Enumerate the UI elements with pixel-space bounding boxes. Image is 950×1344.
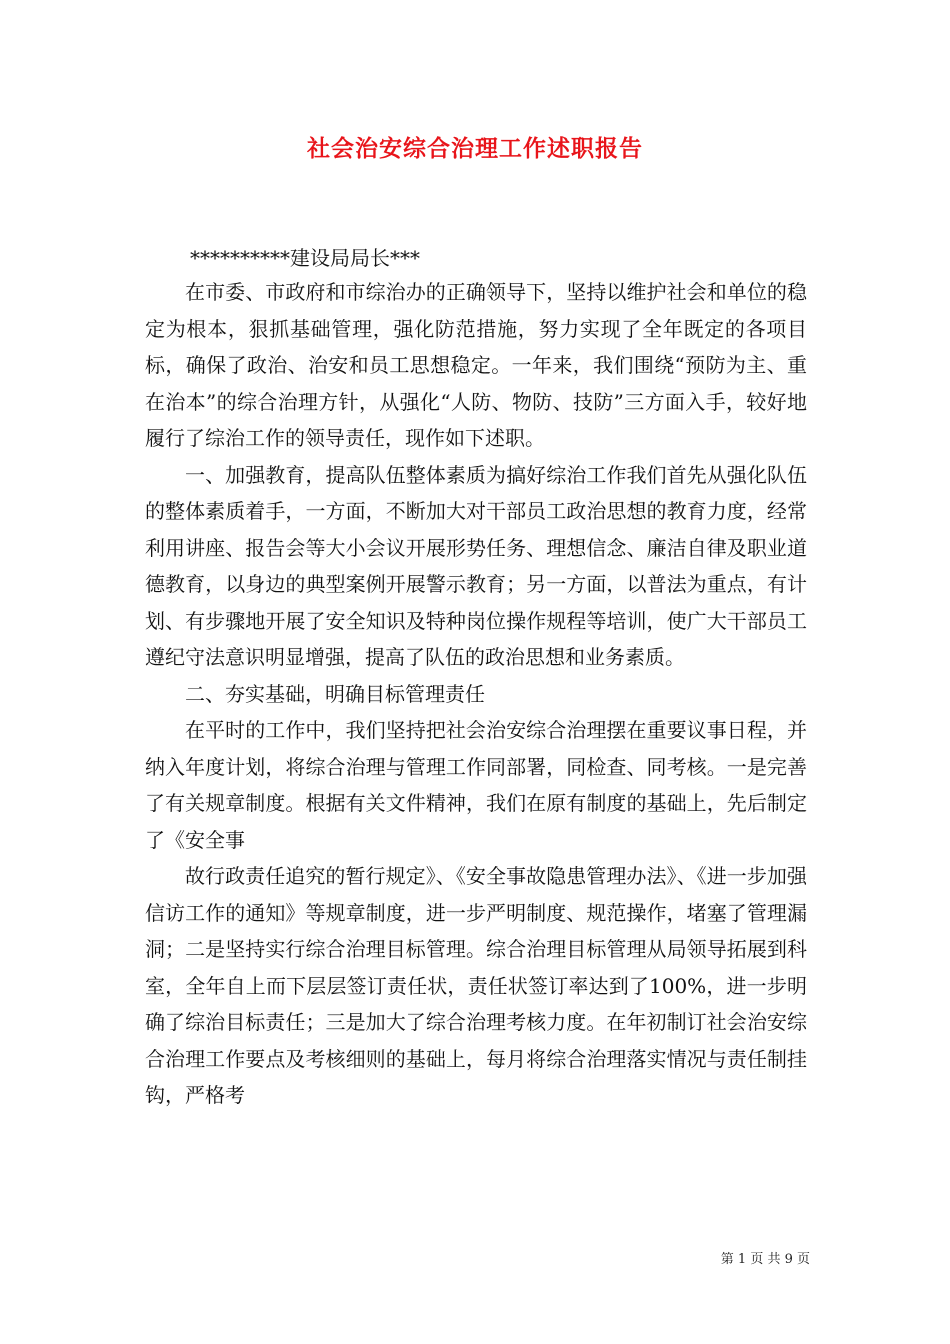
author-line: **********建设局局长*** [190, 246, 420, 270]
paragraph-intro: 在市委、市政府和市综治办的正确领导下，坚持以维护社会和单位的稳定为根本，狠抓基础管理，强化防范措施，努力实现了全年既定的各项目标，确保了政治、治安和员工思想稳定。一年来，我们围绕“预防为主、重在治本”的综合治理方针，从强化“人防、物防、技防”三方面入手，较好地履行了综治工作的领导责任，现作如下述职。 [145, 280, 807, 450]
page-number-footer: 第 1 页 共 9 页 [720, 1252, 810, 1267]
paragraph-section-1: 一、加强教育，提高队伍整体素质为搞好综治工作我们首先从强化队伍的整体素质着手，一方面，不断加大对干部员工政治思想的教育力度，经常利用讲座、报告会等大小会议开展形势任务、理想信念、廉洁自律及职业道德教育，以身边的典型案例开展警示教育；另一方面，以普法为重点，有计划、有步骤地开展了安全知识及特种岗位操作规程等培训，使广大干部员工遵纪守法意识明显增强，提高了队伍的政治思想和业务素质。 [145, 462, 807, 669]
document-title: 社会治安综合治理工作述职报告 [307, 135, 643, 162]
document-body [145, 274, 807, 1114]
paragraph-section-2a: 在平时的工作中，我们坚持把社会治安综合治理摆在重要议事日程，并纳入年度计划，将综合治理与管理工作同部署，同检查、同考核。一是完善了有关规章制度。根据有关文件精神，我们在原有制度的基础上，先后制定了《安全事 [145, 718, 807, 852]
paragraph-section-2b: 故行政责任追究的暂行规定》、《安全事故隐患管理办法》、《进一步加强信访工作的通知》等规章制度，进一步严明制度、规范操作，堵塞了管理漏洞；二是坚持实行综合治理目标管理。综合治理目标管理从局领导拓展到科室，全年自上而下层层签订责任状，责任状签订率达到了100%，进一步明确了综治目标责任；三是加大了综合治理考核力度。在年初制订社会治安综合治理工作要点及考核细则的基础上，每月将综合治理落实情况与责任制挂钩，严格考 [145, 864, 807, 1107]
section-heading-2: 二、夯实基础，明确目标管理责任 [185, 681, 485, 706]
